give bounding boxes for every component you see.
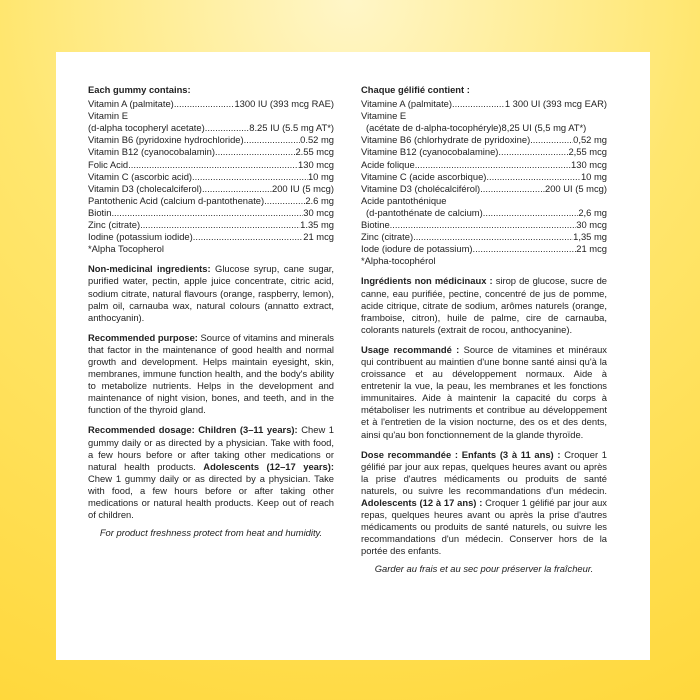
- nutrient-row: (acétate de d-alpha-tocophéryle) 8,25 UI (5,5 mg AT*): [366, 122, 587, 134]
- nutrient-row: Vitamine D3 (cholécalciférol) ..... 200 UI (5 mcg): [361, 183, 607, 195]
- recommended-purpose: Usage recommandé : Source de vitamines et minéraux qui contribuent au maintien d'une bonne santé ainsi qu'à la croissance et au développement normaux. Aide à entretenir la vue, la peau, les membranes et les fonctions immunitaires. Aide à maintenir la capacité du corps à métaboliser les nutriments et contribue au développement et à l'entretien de la vision nocturne, des os et des dents, ainsi qu'au bon fonctionnement de la glande thyroïde.: [361, 343, 607, 440]
- footnote: *Alpha Tocopherol: [88, 243, 164, 255]
- supplement-heading: Each gummy contains:: [88, 84, 191, 95]
- nutrient-row: (d-pantothénate de calcium) ..... 2,6 mg: [361, 207, 607, 219]
- nutrient-row: Acide pantothénique: [361, 194, 447, 206]
- nutrient-row: Vitamin B12 (cyanocobalamin) ..... 2.55 mcg: [88, 146, 334, 158]
- nutrient-row: Folic Acid ..... 130 mcg: [88, 159, 334, 171]
- storage-note: For product freshness protect from heat and humidity.: [99, 527, 323, 539]
- nutrient-row: Iode (iodure de potassium) ..... 21 mcg: [361, 243, 607, 255]
- nutrient-row: Vitamine B6 (chlorhydrate de pyridoxine) ..... 0,52 mg: [361, 134, 607, 146]
- supplement-heading: Chaque gélifié contient :: [361, 84, 470, 95]
- nutrient-row: Zinc (citrate) ..... 1.35 mg: [88, 219, 334, 231]
- recommended-purpose: Recommended purpose: Source of vitamins and minerals that factor in the maintenance of good health and normal growth and development. Helps maintain eyesight, skin, membranes, immune function health, and the body's ability to metabolize nutrients. Helps in the development and maintenance of night vision, bones, and teeth, and in the function of the thyroid gland.: [88, 331, 334, 416]
- nutrient-row: Biotine ..... 30 mcg: [361, 219, 607, 231]
- french-column: [361, 84, 607, 576]
- recommended-dosage: Dose recommandée : Enfants (3 à 11 ans) : Croquer 1 gélifié par jour aux repas, quelques heures avant ou après la prise d'autres médicaments ou produits de santé naturels, ou suivre les recommandations d'un médecin. Adolescents (12 à 17 ans) : Croquer 1 gélifié par jour aux repas, quelques heures avant ou après la prise d'autres médicaments ou produits de santé naturels, ou suivre les recommandations d'un médecin. Conserver hors de la portée des enfants.: [361, 448, 607, 557]
- nutrient-row: (d-alpha tocopheryl acetate) ..... 8.25 IU (5.5 mg AT*): [88, 122, 334, 134]
- nutrient-row: Vitamin D3 (cholecalciferol) ..... 200 IU (5 mcg): [88, 183, 334, 195]
- nutrient-row: Biotin ..... 30 mcg: [88, 207, 334, 219]
- nutrient-row: Vitamine B12 (cyanocobalamine) ..... 2,55 mcg: [361, 146, 607, 158]
- recommended-dosage: Recommended dosage: Children (3–11 years): Chew 1 gummy daily or as directed by a physician. Take with food, a few hours before or after taking other medications or natural health products. Adolescents (12–17 years): Chew 1 gummy daily or as directed by a physician. Take with food, a few hours before or after taking other medications or natural health products. Keep out of reach of children.: [88, 424, 334, 521]
- nutrient-row: Vitamin B6 (pyridoxine hydrochloride) ..... 0.52 mg: [88, 134, 334, 146]
- storage-note: Garder au frais et au sec pour préserver la fraîcheur.: [374, 563, 594, 575]
- nutrient-row: Pantothenic Acid (calcium d-pantothenate) ..... 2.6 mg: [88, 195, 334, 207]
- nutrient-row: Vitamin A (palmitate) ..... 1300 IU (393 mcg RAE): [88, 98, 334, 110]
- nutrient-row: Iodine (potassium iodide) ..... 21 mcg: [88, 231, 334, 243]
- non-medicinal-ingredients: Ingrédients non médicinaux : sirop de glucose, sucre de canne, eau purifiée, pectine, concentré de jus de pomme, acide citrique, citrate de sodium, arômes naturels (orange, framboise, citron), huile de palme, cire de carnauba, colorants naturels (extrait de rocou, anthocyanine).: [361, 275, 607, 335]
- nutrient-row: Acide folique ..... 130 mcg: [361, 159, 607, 171]
- non-medicinal-ingredients: Non-medicinal ingredients: Glucose syrup, cane sugar, purified water, pectin, apple juice concentrate, citric acid, sodium citrate, natural flavours (orange, raspberry, lemon), palm oil, carnauba wax, natural colours (annatto extract, anthocyanin).: [88, 263, 334, 323]
- nutrient-row: Vitamin E: [88, 110, 128, 122]
- nutrient-row: Vitamine A (palmitate) ..... 1 300 UI (393 mcg EAR): [361, 98, 607, 110]
- nutrient-row: Zinc (citrate) ..... 1,35 mg: [361, 231, 607, 243]
- footnote: *Alpha-tocophérol: [361, 255, 436, 267]
- label-panel: [56, 52, 650, 660]
- nutrient-row: Vitamine E: [361, 110, 407, 122]
- nutrient-row: Vitamin C (ascorbic acid) ..... 10 mg: [88, 171, 334, 183]
- english-column: [88, 84, 334, 539]
- nutrient-row: Vitamine C (acide ascorbique) ..... 10 mg: [361, 171, 607, 183]
